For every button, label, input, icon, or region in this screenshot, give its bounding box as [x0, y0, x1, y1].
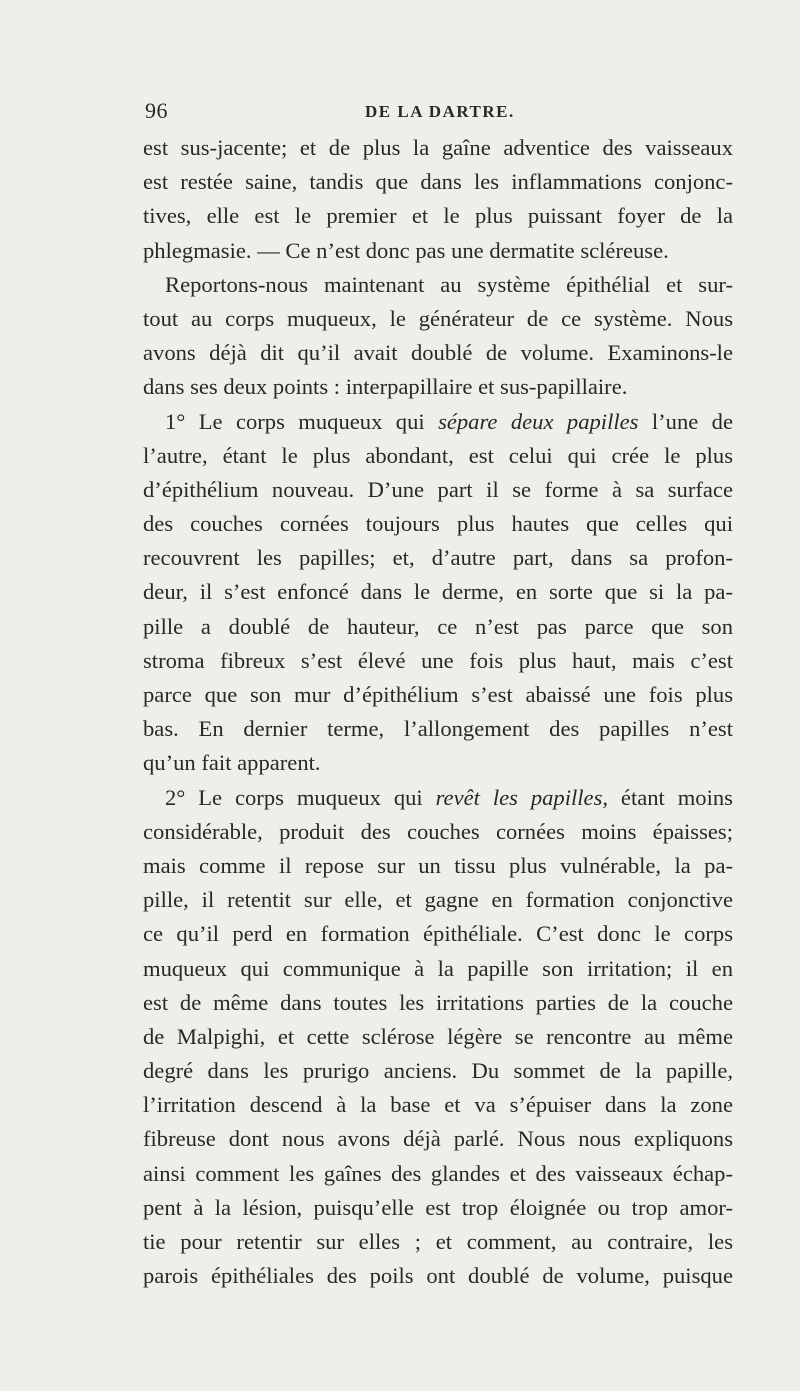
body-text: [143, 131, 733, 1293]
text-line: l’autre, étant le plus abondant, est celui qui crée le plus: [143, 442, 733, 468]
text-line-with-italic: [143, 781, 733, 815]
text-line: mais comme il repose sur un tissu plus vulnérable, la pa-: [143, 852, 733, 878]
text-line-with-italic: [143, 405, 733, 439]
text-line: pille, il retentit sur elle, et gagne en formation conjonctive: [143, 887, 733, 913]
text-line: parce que son mur d’épithélium s’est abaissé une fois plus: [143, 682, 733, 707]
page-header: [145, 98, 733, 130]
text-line: ce qu’il perd en formation épithéliale. C’est donc le corps: [143, 921, 733, 947]
text-line: pent à la lésion, puisqu’elle est trop éloignée ou trop amor-: [143, 1194, 733, 1220]
italic-phrase: revêt les papilles,: [435, 784, 609, 810]
running-title: DE LA DARTRE.: [365, 102, 515, 121]
text-line: tives, elle est le premier et le plus puissant foyer de la: [143, 203, 733, 229]
text-line: d’épithélium nouveau. D’une part il se forme à sa surface: [143, 476, 733, 502]
text-line: deur, il s’est enfoncé dans le derme, en sorte que si la pa-: [143, 579, 733, 605]
text-line: muqueux qui communique à la papille son irritation; il en: [143, 955, 733, 981]
text-line: Reportons-nous maintenant au système épithélial et sur-: [165, 271, 733, 297]
text-line: fibreuse dont nous avons déjà parlé. Nous nous expliquons: [143, 1126, 733, 1152]
text-segment: 1° Le corps muqueux qui: [165, 408, 439, 434]
text-line: l’irritation descend à la base et va s’épuiser dans la zone: [143, 1092, 733, 1118]
text-segment: étant moins: [608, 784, 733, 810]
text-line: dans ses deux points : interpapillaire et sus-papillaire.: [143, 374, 628, 400]
text-line: stroma fibreux s’est élevé une fois plus haut, mais c’est: [143, 647, 733, 673]
text-line: tie pour retentir sur elles ; et comment, au contraire, les: [143, 1229, 733, 1254]
text-segment: l’une de: [638, 408, 733, 434]
text-line: de Malpighi, et cette sclérose légère se rencontre au même: [143, 1023, 733, 1049]
text-line: bas. En dernier terme, l’allongement des papilles n’est: [143, 716, 733, 742]
italic-phrase: sépare deux papilles: [438, 408, 639, 434]
page-number: 96: [145, 98, 168, 123]
text-line: avons déjà dit qu’il avait doublé de volume. Examinons-le: [143, 340, 733, 366]
text-line: qu’un fait apparent.: [143, 750, 321, 776]
text-line: recouvrent les papilles; et, d’autre part, dans sa profon-: [143, 545, 733, 571]
text-line: degré dans les prurigo anciens. Du sommet de la papille,: [143, 1058, 733, 1084]
text-line: ainsi comment les gaînes des glandes et des vaisseaux échap-: [143, 1160, 733, 1186]
text-line: des couches cornées toujours plus hautes que celles qui: [143, 511, 733, 537]
text-line: est de même dans toutes les irritations parties de la couche: [143, 989, 733, 1015]
text-line: parois épithéliales des poils ont doublé de volume, puisque: [143, 1263, 733, 1289]
text-segment: 2° Le corps muqueux qui: [165, 784, 436, 810]
text-line: tout au corps muqueux, le générateur de ce système. Nous: [143, 305, 733, 331]
text-line: pille a doublé de hauteur, ce n’est pas parce que son: [143, 613, 733, 639]
text-line: phlegmasie. — Ce n’est donc pas une dermatite scléreuse.: [143, 237, 669, 263]
text-line: considérable, produit des couches cornées moins épaisses;: [143, 818, 733, 844]
text-line: est sus-jacente; et de plus la gaîne adventice des vaisseaux: [143, 135, 733, 160]
text-line: est restée saine, tandis que dans les inflammations conjonc-: [143, 169, 733, 195]
